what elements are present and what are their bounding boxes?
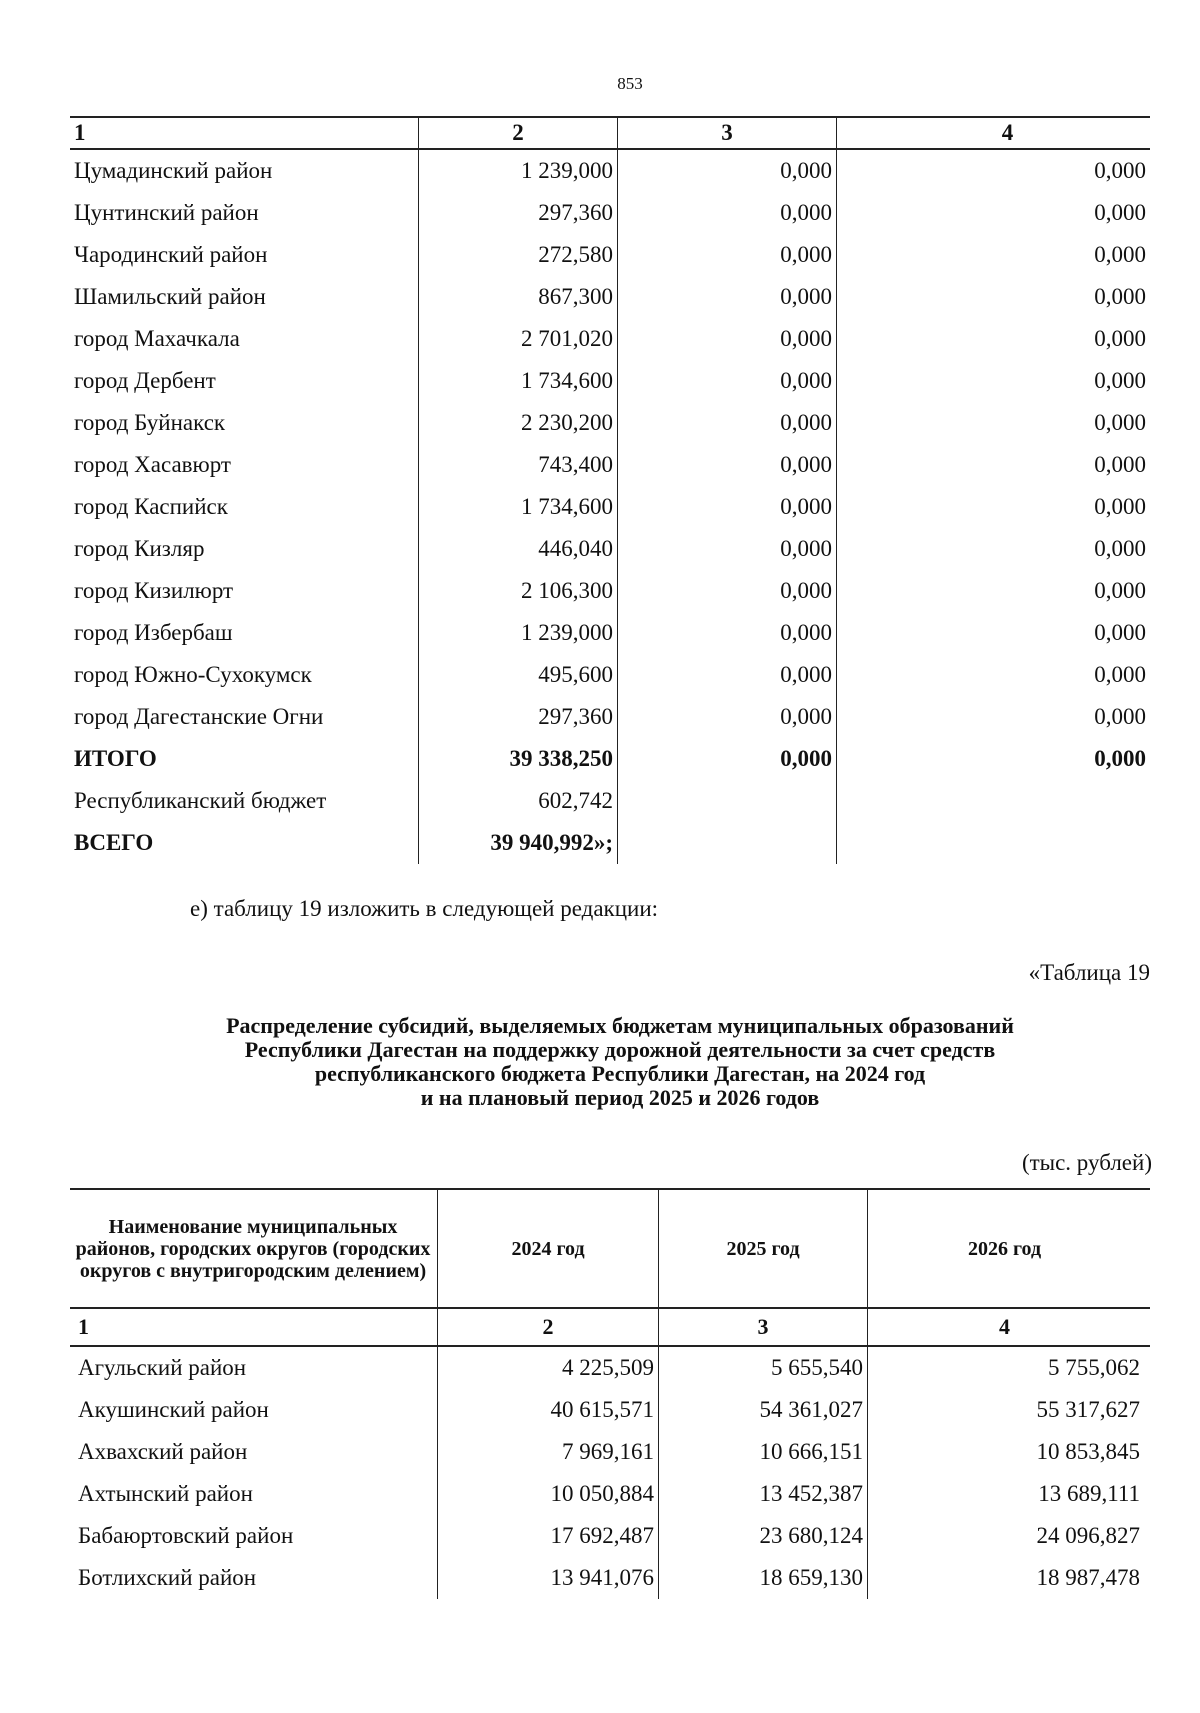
- total-label: ИТОГО: [74, 746, 157, 771]
- header-2026: 2026 год: [868, 1189, 1151, 1308]
- column-gap: [837, 612, 866, 654]
- cell-2025: 54 361,027: [659, 1389, 868, 1431]
- intro-text: е) таблицу 19 изложить в следующей редакции:: [190, 896, 659, 921]
- table-row: [70, 486, 1150, 528]
- column-number: 3: [618, 117, 837, 149]
- cell-value: 0,000: [780, 452, 832, 477]
- table-row: [70, 234, 1150, 276]
- row-name: город Кизляр: [74, 536, 205, 561]
- title-line: Республики Дагестан на поддержку дорожной деятельности за счет средств: [244, 1037, 996, 1062]
- total-value: 0,000: [780, 746, 832, 771]
- table-row: [70, 654, 1150, 696]
- row-name: город Буйнакск: [74, 410, 226, 435]
- title-line: и на плановый период 2025 и 2026 годов: [420, 1085, 820, 1110]
- column-number-row: [70, 117, 1150, 149]
- cell-value: 1 734,600: [419, 360, 618, 402]
- table-row: [70, 1557, 1150, 1599]
- grand-total-label: ВСЕГО: [74, 830, 154, 855]
- cell-2026: 10 853,845: [1036, 1439, 1140, 1464]
- table-row: [70, 696, 1150, 738]
- units-label: (тыс. рублей): [1021, 1150, 1152, 1175]
- cell-value: 0,000: [1094, 662, 1146, 687]
- column-gap: [837, 486, 866, 528]
- cell-value: 2 230,200: [419, 402, 618, 444]
- title-line: Распределение субсидий, выделяемых бюджетам муниципальных образований: [226, 1013, 1014, 1038]
- cell-value: 867,300: [419, 276, 618, 318]
- column-gap: [837, 117, 866, 149]
- column-number: 1: [70, 117, 419, 149]
- cell-value: 0,000: [780, 536, 832, 561]
- cell-2026: 13 689,111: [1038, 1481, 1140, 1506]
- cell-value: 1 239,000: [419, 612, 618, 654]
- table-row: [70, 612, 1150, 654]
- cell-value: 446,040: [419, 528, 618, 570]
- table-row: [70, 402, 1150, 444]
- column-gap: [837, 654, 866, 696]
- cell-value: 743,400: [419, 444, 618, 486]
- table-row: [70, 149, 1150, 192]
- table-row: [70, 1515, 1150, 1557]
- row-name: город Кизилюрт: [74, 578, 234, 603]
- cell-2024: 10 050,884: [438, 1473, 659, 1515]
- row-name: Ахтынский район: [78, 1481, 253, 1506]
- cell-value: 1 734,600: [419, 486, 618, 528]
- cell-value: 602,742: [419, 780, 618, 822]
- column-gap: [837, 192, 866, 234]
- header-2024: 2024 год: [438, 1189, 659, 1308]
- cell-value: 1 239,000: [419, 149, 618, 192]
- table-title: [120, 1014, 1120, 1110]
- column-gap: [837, 149, 866, 192]
- column-number: 2: [438, 1308, 659, 1346]
- table-row: [70, 360, 1150, 402]
- cell-2025: 10 666,151: [659, 1431, 868, 1473]
- cell-2024: 13 941,076: [438, 1557, 659, 1599]
- cell-value: 0,000: [1094, 326, 1146, 351]
- cell-value: 0,000: [780, 704, 832, 729]
- row-name: город Южно-Сухокумск: [74, 662, 312, 687]
- column-gap: [837, 234, 866, 276]
- grand-total-row: [70, 822, 1150, 864]
- column-gap: [837, 696, 866, 738]
- grand-total-value: 39 940,992»;: [419, 822, 618, 864]
- cell-value: 0,000: [1094, 242, 1146, 267]
- column-number: 2: [419, 117, 618, 149]
- cell-value: 0,000: [780, 158, 832, 183]
- cell-2024: 4 225,509: [438, 1346, 659, 1389]
- cell-2026: 55 317,627: [1036, 1397, 1140, 1422]
- cell-value: 0,000: [1094, 704, 1146, 729]
- cell-2025: 5 655,540: [659, 1346, 868, 1389]
- cell-value: 0,000: [780, 620, 832, 645]
- table-19: [70, 1188, 1150, 1599]
- page-number: 853: [617, 74, 643, 93]
- continued-table: [70, 116, 1150, 864]
- column-gap: [837, 822, 866, 864]
- row-name: город Каспийск: [74, 494, 228, 519]
- cell-value: 495,600: [419, 654, 618, 696]
- total-value: 0,000: [1094, 746, 1146, 771]
- column-gap: [837, 738, 866, 780]
- column-gap: [837, 528, 866, 570]
- table-row: [70, 1473, 1150, 1515]
- row-name: город Хасавюрт: [74, 452, 231, 477]
- cell-value: 0,000: [780, 326, 832, 351]
- table-row: [70, 1389, 1150, 1431]
- header-row: [70, 1189, 1150, 1308]
- cell-value: 0,000: [1094, 410, 1146, 435]
- cell-value: 0,000: [780, 578, 832, 603]
- cell-value: 0,000: [1094, 578, 1146, 603]
- title-line: республиканского бюджета Республики Дагестан, на 2024 год: [314, 1061, 926, 1086]
- total-row: [70, 738, 1150, 780]
- column-number: 4: [865, 117, 1150, 149]
- row-name: Цунтинский район: [74, 200, 259, 225]
- header-2025: 2025 год: [659, 1189, 868, 1308]
- row-name: Агульский район: [78, 1355, 247, 1380]
- table-row: [70, 318, 1150, 360]
- republican-budget-row: [70, 780, 1150, 822]
- row-name: Шамильский район: [74, 284, 266, 309]
- row-name: Чародинский район: [74, 242, 268, 267]
- cell-value: 0,000: [780, 494, 832, 519]
- cell-value: 0,000: [780, 410, 832, 435]
- cell-value: 0,000: [780, 242, 832, 267]
- table-row: [70, 1346, 1150, 1389]
- row-name: Цумадинский район: [74, 158, 273, 183]
- cell-value: 297,360: [419, 192, 618, 234]
- cell-2024: 40 615,571: [438, 1389, 659, 1431]
- row-name: Ахвахский район: [78, 1439, 248, 1464]
- cell-value: 272,580: [419, 234, 618, 276]
- column-gap: [837, 444, 866, 486]
- column-number: 1: [70, 1308, 438, 1346]
- column-gap: [837, 276, 866, 318]
- cell-2024: 7 969,161: [438, 1431, 659, 1473]
- header-name: Наименование муниципальных районов, городских округов (городских округов с внутригородским делением): [70, 1189, 438, 1308]
- row-name: Акушинский район: [78, 1397, 269, 1422]
- cell-value: 0,000: [780, 284, 832, 309]
- cell-value: 0,000: [1094, 494, 1146, 519]
- cell-2025: 23 680,124: [659, 1515, 868, 1557]
- cell-value: 0,000: [1094, 158, 1146, 183]
- cell-value: 0,000: [1094, 200, 1146, 225]
- row-name: город Дагестанские Огни: [74, 704, 324, 729]
- column-gap: [837, 402, 866, 444]
- row-name: Бабаюртовский район: [78, 1523, 294, 1548]
- column-gap: [837, 360, 866, 402]
- cell-2025: 18 659,130: [659, 1557, 868, 1599]
- cell-2024: 17 692,487: [438, 1515, 659, 1557]
- cell-value: 0,000: [1094, 536, 1146, 561]
- cell-value: 0,000: [1094, 620, 1146, 645]
- row-name: город Дербент: [74, 368, 216, 393]
- cell-value: 0,000: [780, 662, 832, 687]
- cell-value: 0,000: [1094, 284, 1146, 309]
- row-name: город Избербаш: [74, 620, 233, 645]
- cell-2026: 24 096,827: [1036, 1523, 1140, 1548]
- cell-value: 297,360: [419, 696, 618, 738]
- row-name: город Махачкала: [74, 326, 240, 351]
- column-gap: [837, 780, 866, 822]
- cell-value: 2 106,300: [419, 570, 618, 612]
- table-row: [70, 528, 1150, 570]
- column-gap: [837, 318, 866, 360]
- cell-value: 0,000: [780, 368, 832, 393]
- table-row: [70, 276, 1150, 318]
- column-gap: [837, 570, 866, 612]
- cell-2025: 13 452,387: [659, 1473, 868, 1515]
- cell-2026: 18 987,478: [1036, 1565, 1140, 1590]
- table-label: «Таблица 19: [1028, 960, 1150, 985]
- cell-value: 0,000: [1094, 368, 1146, 393]
- cell-value: 2 701,020: [419, 318, 618, 360]
- cell-value: 0,000: [1094, 452, 1146, 477]
- table-row: [70, 192, 1150, 234]
- table-row: [70, 570, 1150, 612]
- column-number: 3: [659, 1308, 868, 1346]
- cell-2026: 5 755,062: [1048, 1355, 1140, 1380]
- cell-value: 0,000: [780, 200, 832, 225]
- row-name: Ботлихский район: [78, 1565, 257, 1590]
- column-number-row: [70, 1308, 1150, 1346]
- total-value: 39 338,250: [419, 738, 618, 780]
- table-row: [70, 444, 1150, 486]
- row-name: Республиканский бюджет: [74, 788, 327, 813]
- column-number: 4: [868, 1308, 1151, 1346]
- table-row: [70, 1431, 1150, 1473]
